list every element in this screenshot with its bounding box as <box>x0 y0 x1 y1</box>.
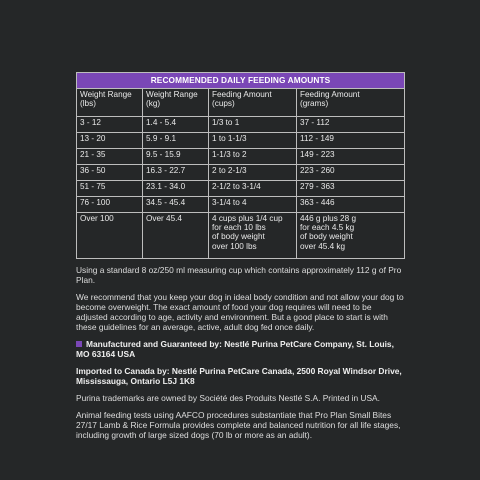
cell-amount-grams <box>297 197 405 213</box>
cell-amount-cups <box>209 181 297 197</box>
cell-line: of body weight <box>212 232 265 242</box>
importer-text: Imported to Canada by: Nestlé Purina PetCare Canada, 2500 Royal Windsor Drive, Mississauga, Ontario L5J 1K8 <box>76 366 402 386</box>
cell-line: 1-1/3 to 2 <box>212 150 247 159</box>
cell-weight-lbs <box>77 133 143 149</box>
cell-amount-grams <box>297 133 405 149</box>
feeding-panel <box>76 72 404 447</box>
cell-weight-kg <box>143 89 209 117</box>
cell-line: 149 - 223 <box>300 150 335 159</box>
table-row <box>77 165 405 181</box>
cell-line: Over 45.4 <box>146 214 182 223</box>
cell-weight-kg <box>143 149 209 165</box>
cell-line: (grams) <box>300 99 329 109</box>
cell-line: 223 - 260 <box>300 166 335 175</box>
cell-line: over 45.4 kg <box>300 241 346 251</box>
cell-amount-grams <box>297 149 405 165</box>
cell-weight-lbs <box>77 181 143 197</box>
cell-amount-cups <box>209 213 297 259</box>
cell-line: 23.1 - 34.0 <box>146 182 186 191</box>
cell-line: 4 cups plus 1/4 cup <box>212 214 283 223</box>
table-header-row <box>77 89 405 117</box>
cell-line: 36 - 50 <box>80 166 106 175</box>
cell-weight-lbs <box>77 165 143 181</box>
cell-line: 51 - 75 <box>80 182 106 191</box>
cell-amount-grams <box>297 213 405 259</box>
cell-weight-lbs <box>77 197 143 213</box>
cell-weight-kg <box>143 133 209 149</box>
cell-weight-kg <box>143 197 209 213</box>
trademark-text: Purina trademarks are owned by Société des Produits Nestlé S.A. Printed in USA. <box>76 393 380 403</box>
cell-line: 1.4 - 5.4 <box>146 118 177 127</box>
cell-weight-lbs <box>77 213 143 259</box>
cell-line: 279 - 363 <box>300 182 335 191</box>
cell-line: 16.3 - 22.7 <box>146 166 186 175</box>
cell-weight-lbs <box>77 89 143 117</box>
cell-line: 1/3 to 1 <box>212 118 240 127</box>
cell-line: Feeding Amount <box>300 90 360 99</box>
cell-amount-cups <box>209 117 297 133</box>
table-row <box>77 149 405 165</box>
feeding-table-body <box>77 89 405 259</box>
cell-amount-grams <box>297 117 405 133</box>
cell-line: over 100 lbs <box>212 241 257 251</box>
cell-line: (kg) <box>146 99 161 109</box>
cell-line: 76 - 100 <box>80 198 111 207</box>
manufacturer-text: Manufactured and Guaranteed by: Nestlé Purina PetCare Company, St. Louis, MO 63164 USA <box>76 339 394 359</box>
cell-line: 3 - 12 <box>80 118 101 127</box>
bullet-square-icon <box>76 341 82 347</box>
cell-weight-lbs <box>77 149 143 165</box>
cell-line: 13 - 20 <box>80 134 106 143</box>
cell-amount-cups <box>209 133 297 149</box>
cell-line: Feeding Amount <box>212 90 272 99</box>
cell-line: for each 10 lbs <box>212 223 266 233</box>
table-row <box>77 213 405 259</box>
table-row <box>77 181 405 197</box>
table-row <box>77 133 405 149</box>
label-text <box>76 265 404 440</box>
cell-weight-kg <box>143 181 209 197</box>
cell-line: for each 4.5 kg <box>300 223 355 233</box>
table-row <box>77 117 405 133</box>
cell-line: 363 - 446 <box>300 198 335 207</box>
cell-line: 2 to 2-1/3 <box>212 166 247 175</box>
cell-line: 446 g plus 28 g <box>300 214 356 223</box>
cell-weight-kg <box>143 213 209 259</box>
feeding-table-title: RECOMMENDED DAILY FEEDING AMOUNTS <box>76 72 405 88</box>
cell-amount-grams <box>297 181 405 197</box>
manufacturer-block <box>76 339 404 359</box>
aafco-text: Animal feeding tests using AAFCO procedures substantiate that Pro Plan Small Bites 27/17 Lamb & Rice Formula provides complete and balanced nutrition for all life stages, including growth of large sized dogs (70 lb or more as an adult). <box>76 410 401 440</box>
cell-amount-cups <box>209 149 297 165</box>
cell-line: 34.5 - 45.4 <box>146 198 186 207</box>
cell-line: 37 - 112 <box>300 118 330 127</box>
cell-line: 3-1/4 to 4 <box>212 198 247 207</box>
cell-weight-kg <box>143 117 209 133</box>
cell-amount-grams <box>297 165 405 181</box>
cell-amount-cups <box>209 89 297 117</box>
cell-line: 9.5 - 15.9 <box>146 150 181 159</box>
cell-line: 21 - 35 <box>80 150 106 159</box>
table-row <box>77 197 405 213</box>
cell-weight-lbs <box>77 117 143 133</box>
cell-line: (cups) <box>212 99 235 109</box>
cell-line: 112 - 149 <box>300 134 334 143</box>
cup-note: Using a standard 8 oz/250 ml measuring cup which contains approximately 112 g of Pro Plan. <box>76 265 402 285</box>
cell-amount-cups <box>209 165 297 181</box>
cell-line: 1 to 1-1/3 <box>212 134 247 143</box>
cell-weight-kg <box>143 165 209 181</box>
cell-line: Weight Range <box>146 90 198 99</box>
cell-line: 5.9 - 9.1 <box>146 134 177 143</box>
cell-line: (lbs) <box>80 99 96 109</box>
feeding-table <box>76 72 405 259</box>
cell-line: Weight Range <box>80 90 132 99</box>
recommendation-text: We recommend that you keep your dog in ideal body condition and not allow your dog to become overweight. The exact amount of food your dog requires will need to be adjusted according to age, activity and environment. But a good place to start is with these guidelines for an average, active, adult dog fed once daily. <box>76 292 404 332</box>
cell-line: 2-1/2 to 3-1/4 <box>212 182 261 191</box>
cell-amount-cups <box>209 197 297 213</box>
cell-line: of body weight <box>300 232 353 242</box>
cell-line: Over 100 <box>80 214 114 223</box>
cell-amount-grams <box>297 89 405 117</box>
